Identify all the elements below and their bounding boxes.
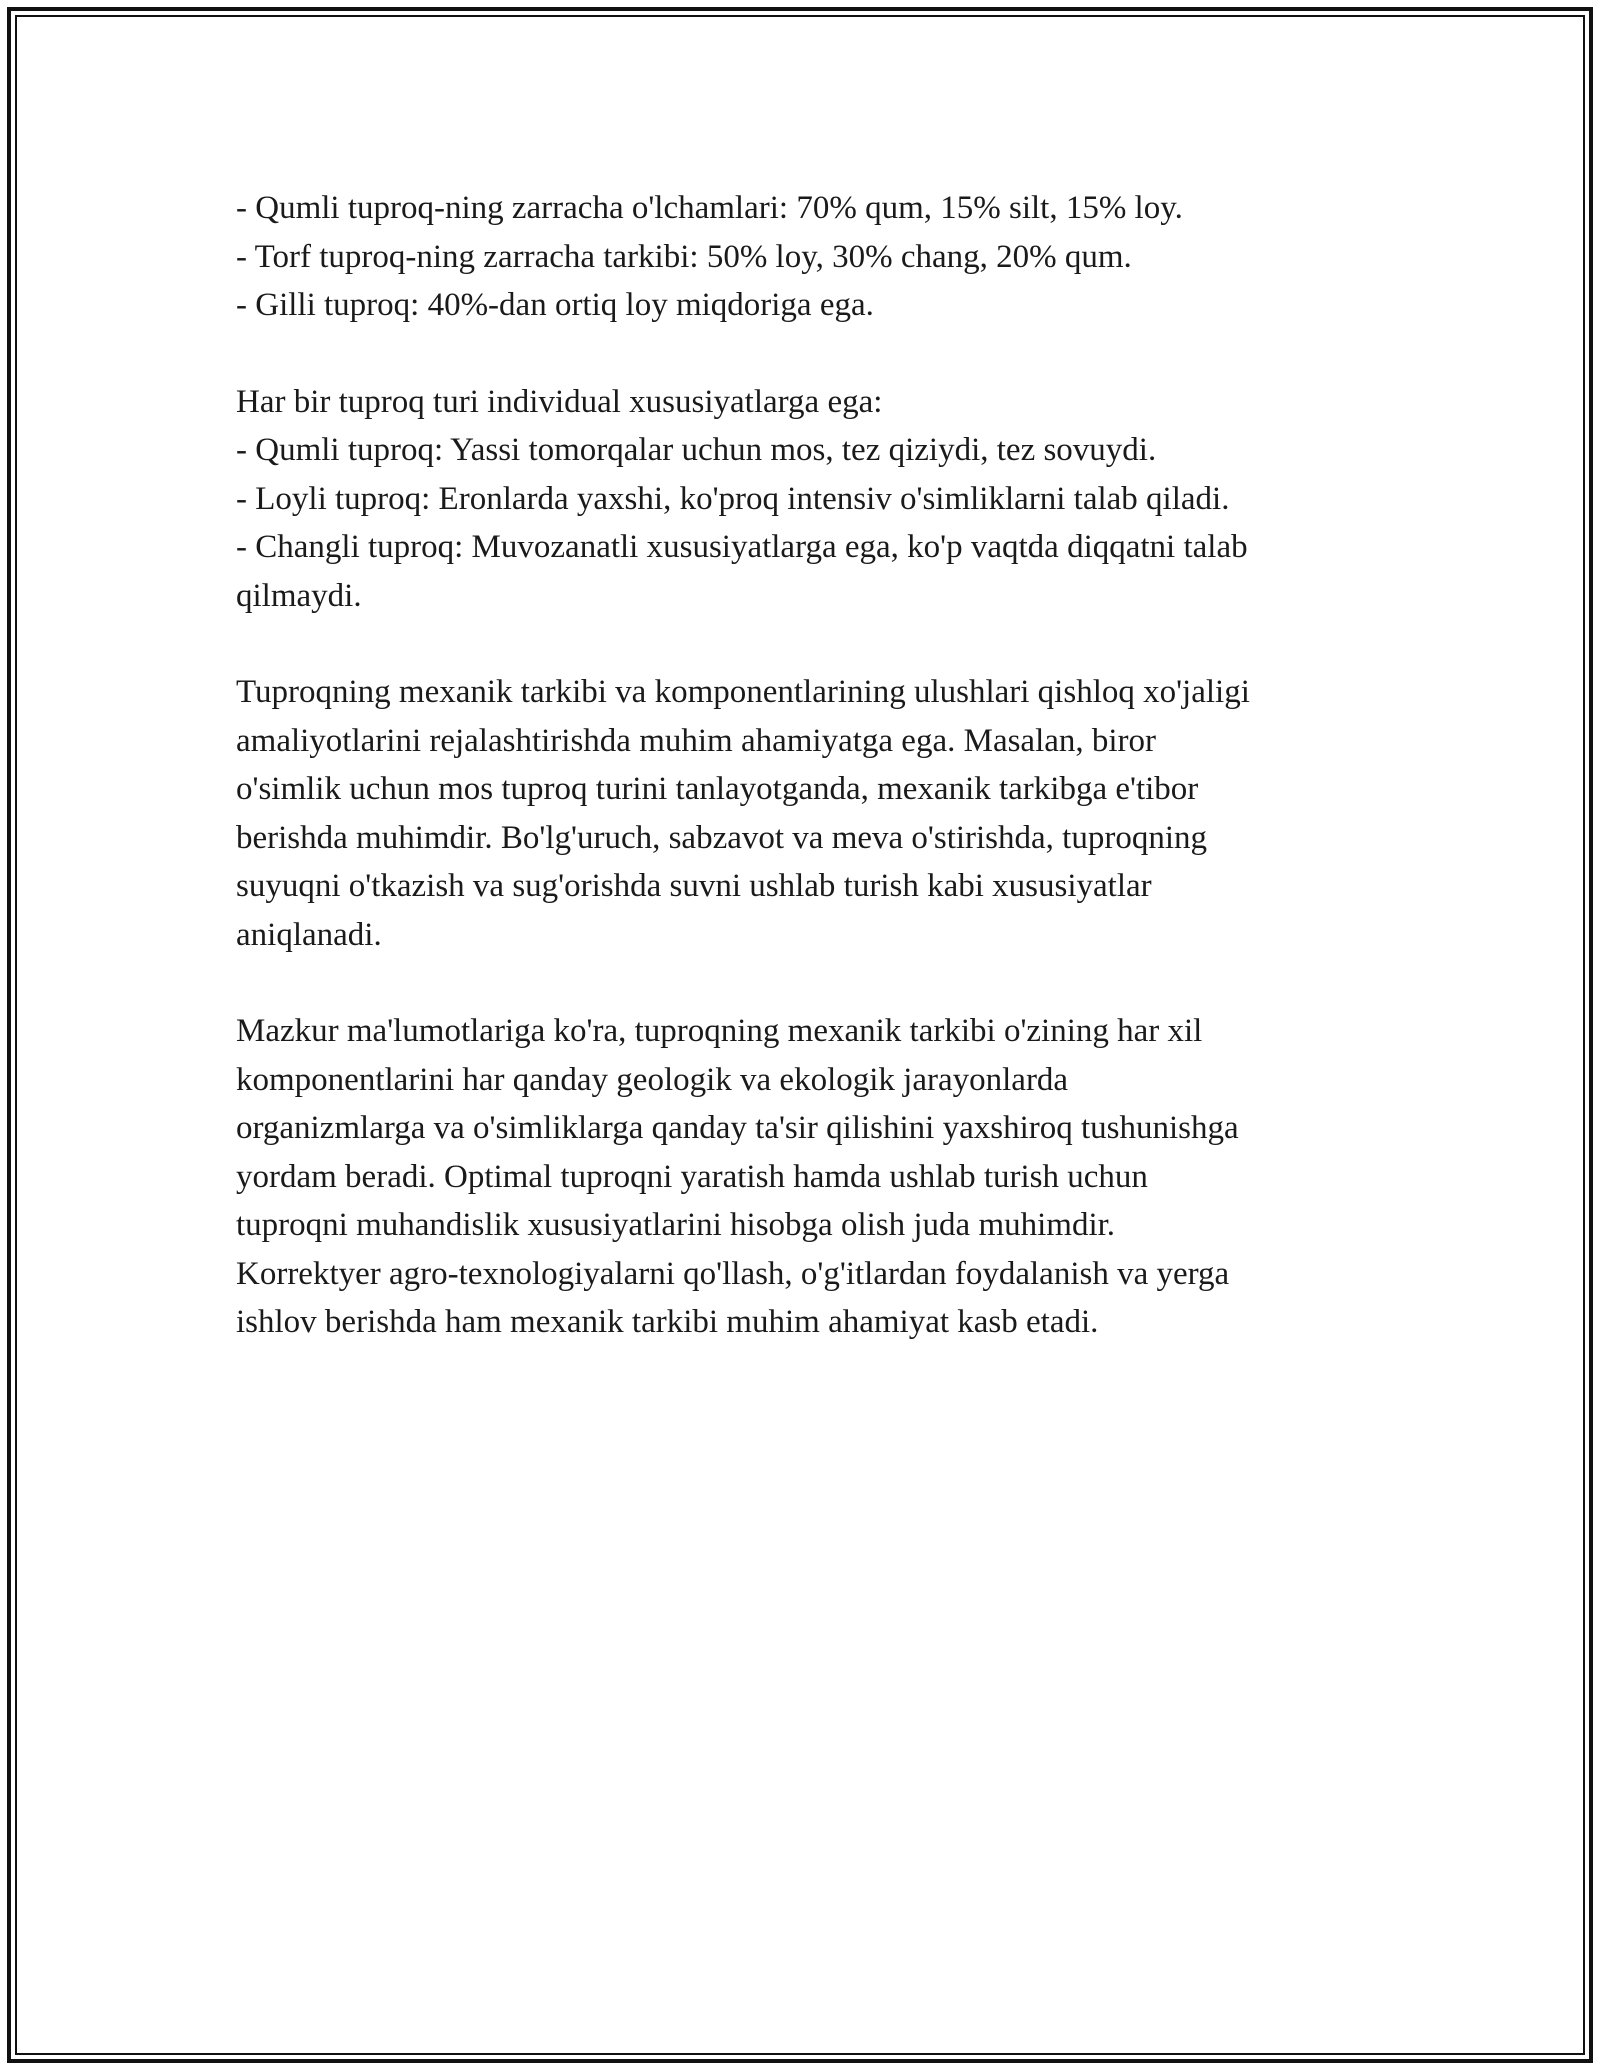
text-line: - Loyli tuproq: Eronlarda yaxshi, ko'proq intensiv o'simliklarni talab qiladi. [236, 480, 1230, 517]
text-line: - Torf tuproq-ning zarracha tarkibi: 50% loy, 30% chang, 20% qum. [236, 238, 1132, 275]
text-line: organizmlarga va o'simliklarga qanday ta'sir qilishini yaxshiroq tushunishga [236, 1110, 1239, 1146]
text-line: Korrektyer agro-texnologiyalarni qo'llash, o'g'itlardan foydalanish va yerga [236, 1255, 1230, 1292]
text-line: aniqlanadi. [236, 916, 382, 953]
text-line: ishlov berishda ham mexanik tarkibi muhim ahamiyat kasb etadi. [236, 1304, 1099, 1340]
paragraph-agriculture-importance [236, 668, 1376, 959]
text-line: qilmaydi. [236, 577, 362, 614]
paragraph-particle-composition [236, 184, 1376, 330]
text-line: Har bir tuproq turi individual xususiyatlarga ega: [236, 383, 883, 420]
text-line: komponentlarini har qanday geologik va ekologik jarayonlarda [236, 1061, 1069, 1098]
text-line: - Gilli tuproq: 40%-dan ortiq loy miqdoriga ega. [236, 287, 874, 323]
text-line: - Qumli tuproq-ning zarracha o'lchamlari: 70% qum, 15% silt, 15% loy. [236, 190, 1183, 226]
text-line: tuproqni muhandislik xususiyatlarini hisobga olish juda muhimdir. [236, 1207, 1116, 1243]
text-line: o'simlik uchun mos tuproq turini tanlayotganda, mexanik tarkibga e'tibor [236, 771, 1199, 807]
text-line: amaliyotlarini rejalashtirishda muhim ahamiyatga ega. Masalan, biror [236, 722, 1157, 759]
text-line: Mazkur ma'lumotlariga ko'ra, tuproqning mexanik tarkibi o'zining har xil [236, 1013, 1203, 1049]
text-line: - Changli tuproq: Muvozanatli xususiyatlarga ega, ko'p vaqtda diqqatni talab [236, 529, 1248, 565]
text-line: Tuproqning mexanik tarkibi va komponentlarining ulushlari qishloq xo'jaligi [236, 674, 1250, 710]
text-line: suyuqni o'tkazish va sug'orishda suvni ushlab turish kabi xususiyatlar [236, 868, 1152, 904]
paragraph-conclusion [236, 1007, 1376, 1347]
text-line: yordam beradi. Optimal tuproqni yaratish hamda ushlab turish uchun [236, 1158, 1148, 1195]
paragraph-soil-properties [236, 378, 1376, 621]
text-line: - Qumli tuproq: Yassi tomorqalar uchun mos, tez qiziydi, tez sovuydi. [236, 432, 1157, 468]
document-body [236, 184, 1376, 1347]
text-line: berishda muhimdir. Bo'lg'uruch, sabzavot va meva o'stirishda, tuproqning [236, 819, 1208, 856]
